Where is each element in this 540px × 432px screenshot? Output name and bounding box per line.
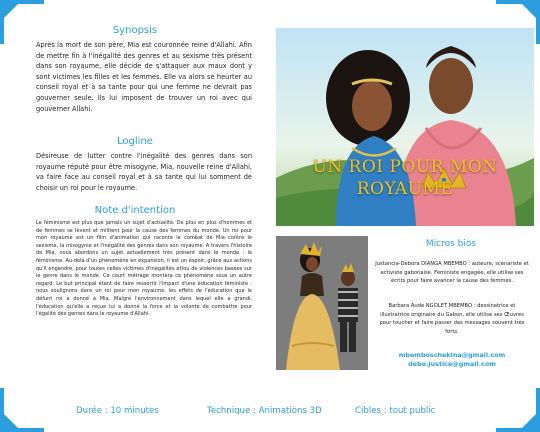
corner-line [0, 428, 44, 432]
footer-technique: Technique : Animations 3D [207, 406, 322, 416]
illustration-image [276, 236, 368, 370]
synopsis-text: Après la mort de son père, Mia est couronnée reine d'Allahi. Afin de mettre fin à l'inégalité des genres et au sexisme très présent dans son royaume, elle décide de s'attaquer aux maux dont y sont victimes les filles et les femmes. Elle va alors se heurter au conseil royal et à sa tante pour qui une femme ne devrait pas gouverner seule. Ils lui imposent de trouver un roi avec qui gouverner Allahi. [36, 41, 252, 113]
bio-illustrator: Barbara Aude NGOLET MBEMBO : dessinatrice et illustratrice originaire du Gabon, elle utilise ses Œuvres pour toucher et faire passer des messages souvent très forts. [379, 303, 525, 335]
email-1[interactable]: mbemboschekina@gmail.com [398, 351, 506, 359]
illustration-drawing [276, 236, 368, 370]
poster-image [276, 28, 534, 226]
corner-line [496, 0, 540, 4]
poster-title [276, 156, 534, 200]
email-2[interactable]: debo.justice@gmail.com [408, 360, 496, 368]
logline-title: Logline [117, 136, 153, 147]
synopsis-title: Synopsis [112, 25, 158, 36]
corner-line [496, 428, 540, 432]
corner-line [536, 388, 540, 432]
corner-line [0, 0, 44, 4]
logline-text: Désireuse de lutter contre l'inégalité des genres dans son royaume réputé pour être misogyne, Mia, nouvelle reine d'Allahi, va faire face au conseil royal et à sa tante qui lui somment de choisir un roi pour le royaume. [36, 152, 252, 192]
footer-duration: Durée : 10 minutes [76, 406, 159, 416]
bio-author: Justancia-Debora DIANGA MBEMBO : auteure, scénariste et activiste gabonaise. Féministe engagée, elle utilise ses écrits pour faire avancer la cause des femmes. [375, 261, 529, 285]
poster-title-line2: ROYAUME [356, 179, 454, 199]
corner-line [0, 388, 4, 432]
poster-title-line1: UN ROI POUR MON [312, 157, 498, 177]
bios-title: Micros bios [425, 239, 477, 249]
intention-title: Note d'intention [94, 205, 176, 216]
corner-line [536, 0, 540, 44]
intention-text: Le féminisme est plus que jamais un sujet d'actualité. De plus en plus d'hommes et de femmes se lèvent et militent pour la cause des femmes du monde. Un roi pour mon royaume est un film d'animation qui raconte le combat de Mia contre le sexisme, la misogynie et l'inégalité des genres dans son royaume. A travers l'histoire de Mia, nous abordons un sujet actuellement très présent dans le monde : le féminisme. Au-delà d'un phénomène en expansion, il est un espoir, grâce aux actions qu'il engendre, pour toutes celles victimes d'inégalités et/ou de violences basées sur le genre dans le monde. Ce court métrage montera ce phénomène sous un autre regard. Le but principal étant de faire ressortir l'impact d'une éducation féministe : nous soulignons dans un roi pour mon royaume, les effets de l'éducation que le défunt roi a donné à Mia. Malgré l'environnement dans lequel elle a grandi, l'éducation qu'elle a reçue lui a donné la force et la volonté de combattre pour l'égalité des genres dans le royaume d'Allahi. [36, 220, 252, 318]
footer-audience: Cibles : tout public [355, 406, 436, 416]
corner-line [0, 0, 4, 44]
